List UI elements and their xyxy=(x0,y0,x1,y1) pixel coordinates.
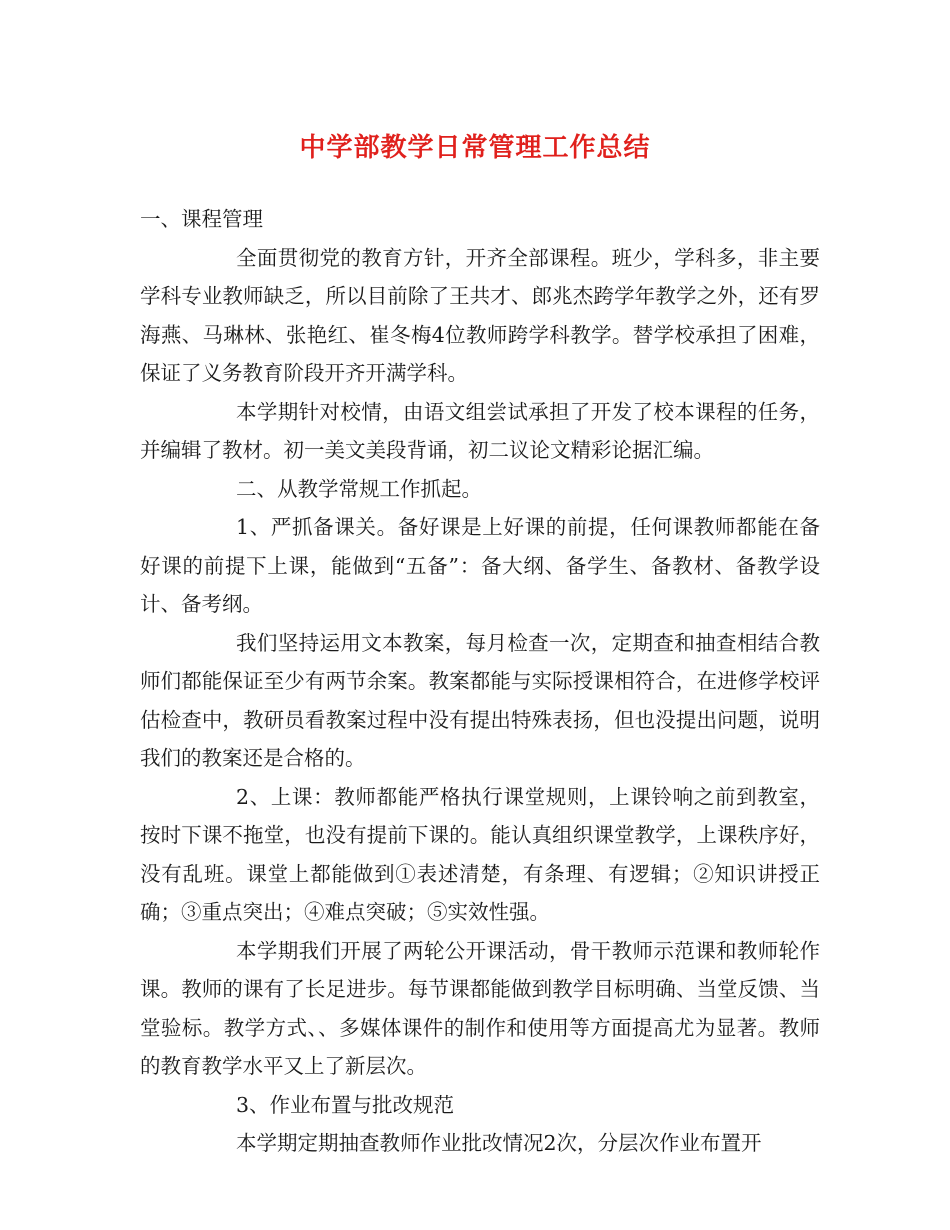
paragraph: 本学期针对校情，由语文组尝试承担了开发了校本课程的任务，并编辑了教材。初一美文美段背诵，初二议论文精彩论据汇编。 xyxy=(140,399,820,462)
paragraph: 2、上课：教师都能严格执行课堂规则，上课铃响之前到教室，按时下课不拖堂，也没有提前下课的。能认真组织课堂教学，上课秩序好，没有乱班。课堂上都能做到①表述清楚，有条理、有逻辑；②知识讲授正确；③重点突出；④难点突破；⑤实效性强。 xyxy=(140,784,820,924)
paragraph: 本学期定期抽查教师作业批改情况2次，分层次作业布置开 xyxy=(236,1131,762,1155)
paragraph: 全面贯彻党的教育方针，开齐全部课程。班少，学科多，非主要学科专业教师缺乏，所以目前除了王共才、郎兆杰跨学年教学之外，还有罗海燕、马琳林、张艳红、崔冬梅4位教师跨学科教学。替学校承担了困难，保证了义务教育阶段开齐开满学科。 xyxy=(140,245,820,385)
paragraph: 我们坚持运用文本教案，每月检查一次，定期查和抽查相结合教师们都能保证至少有两节余案。教案都能与实际授课相符合，在进修学校评估检查中，教研员看教案过程中没有提出特殊表扬，但也没提出问题，说明我们的教案还是合格的。 xyxy=(140,630,820,770)
document-title: 中学部教学日常管理工作总结 xyxy=(299,133,651,163)
document-body xyxy=(140,200,820,1163)
paragraph: 1、严抓备课关。备好课是上好课的前提，任何课教师都能在备好课的前提下上课，能做到“五备”：备大纲、备学生、备教材、备教学设计、备考纲。 xyxy=(140,515,820,616)
paragraph: 本学期我们开展了两轮公开课活动，骨干教师示范课和教师轮作课。教师的课有了长足进步。每节课都能做到教学目标明确、当堂反馈、当堂验标。教学方式、、多媒体课件的制作和使用等方面提高尤为显著。教师的教育教学水平又上了新层次。 xyxy=(140,938,820,1078)
subsection-heading-homework: 3、作业布置与批改规范 xyxy=(236,1092,455,1117)
section-heading-teaching-routine: 二、从教学常规工作抓起。 xyxy=(236,476,482,501)
section-heading-course-management: 一、课程管理 xyxy=(140,207,263,231)
